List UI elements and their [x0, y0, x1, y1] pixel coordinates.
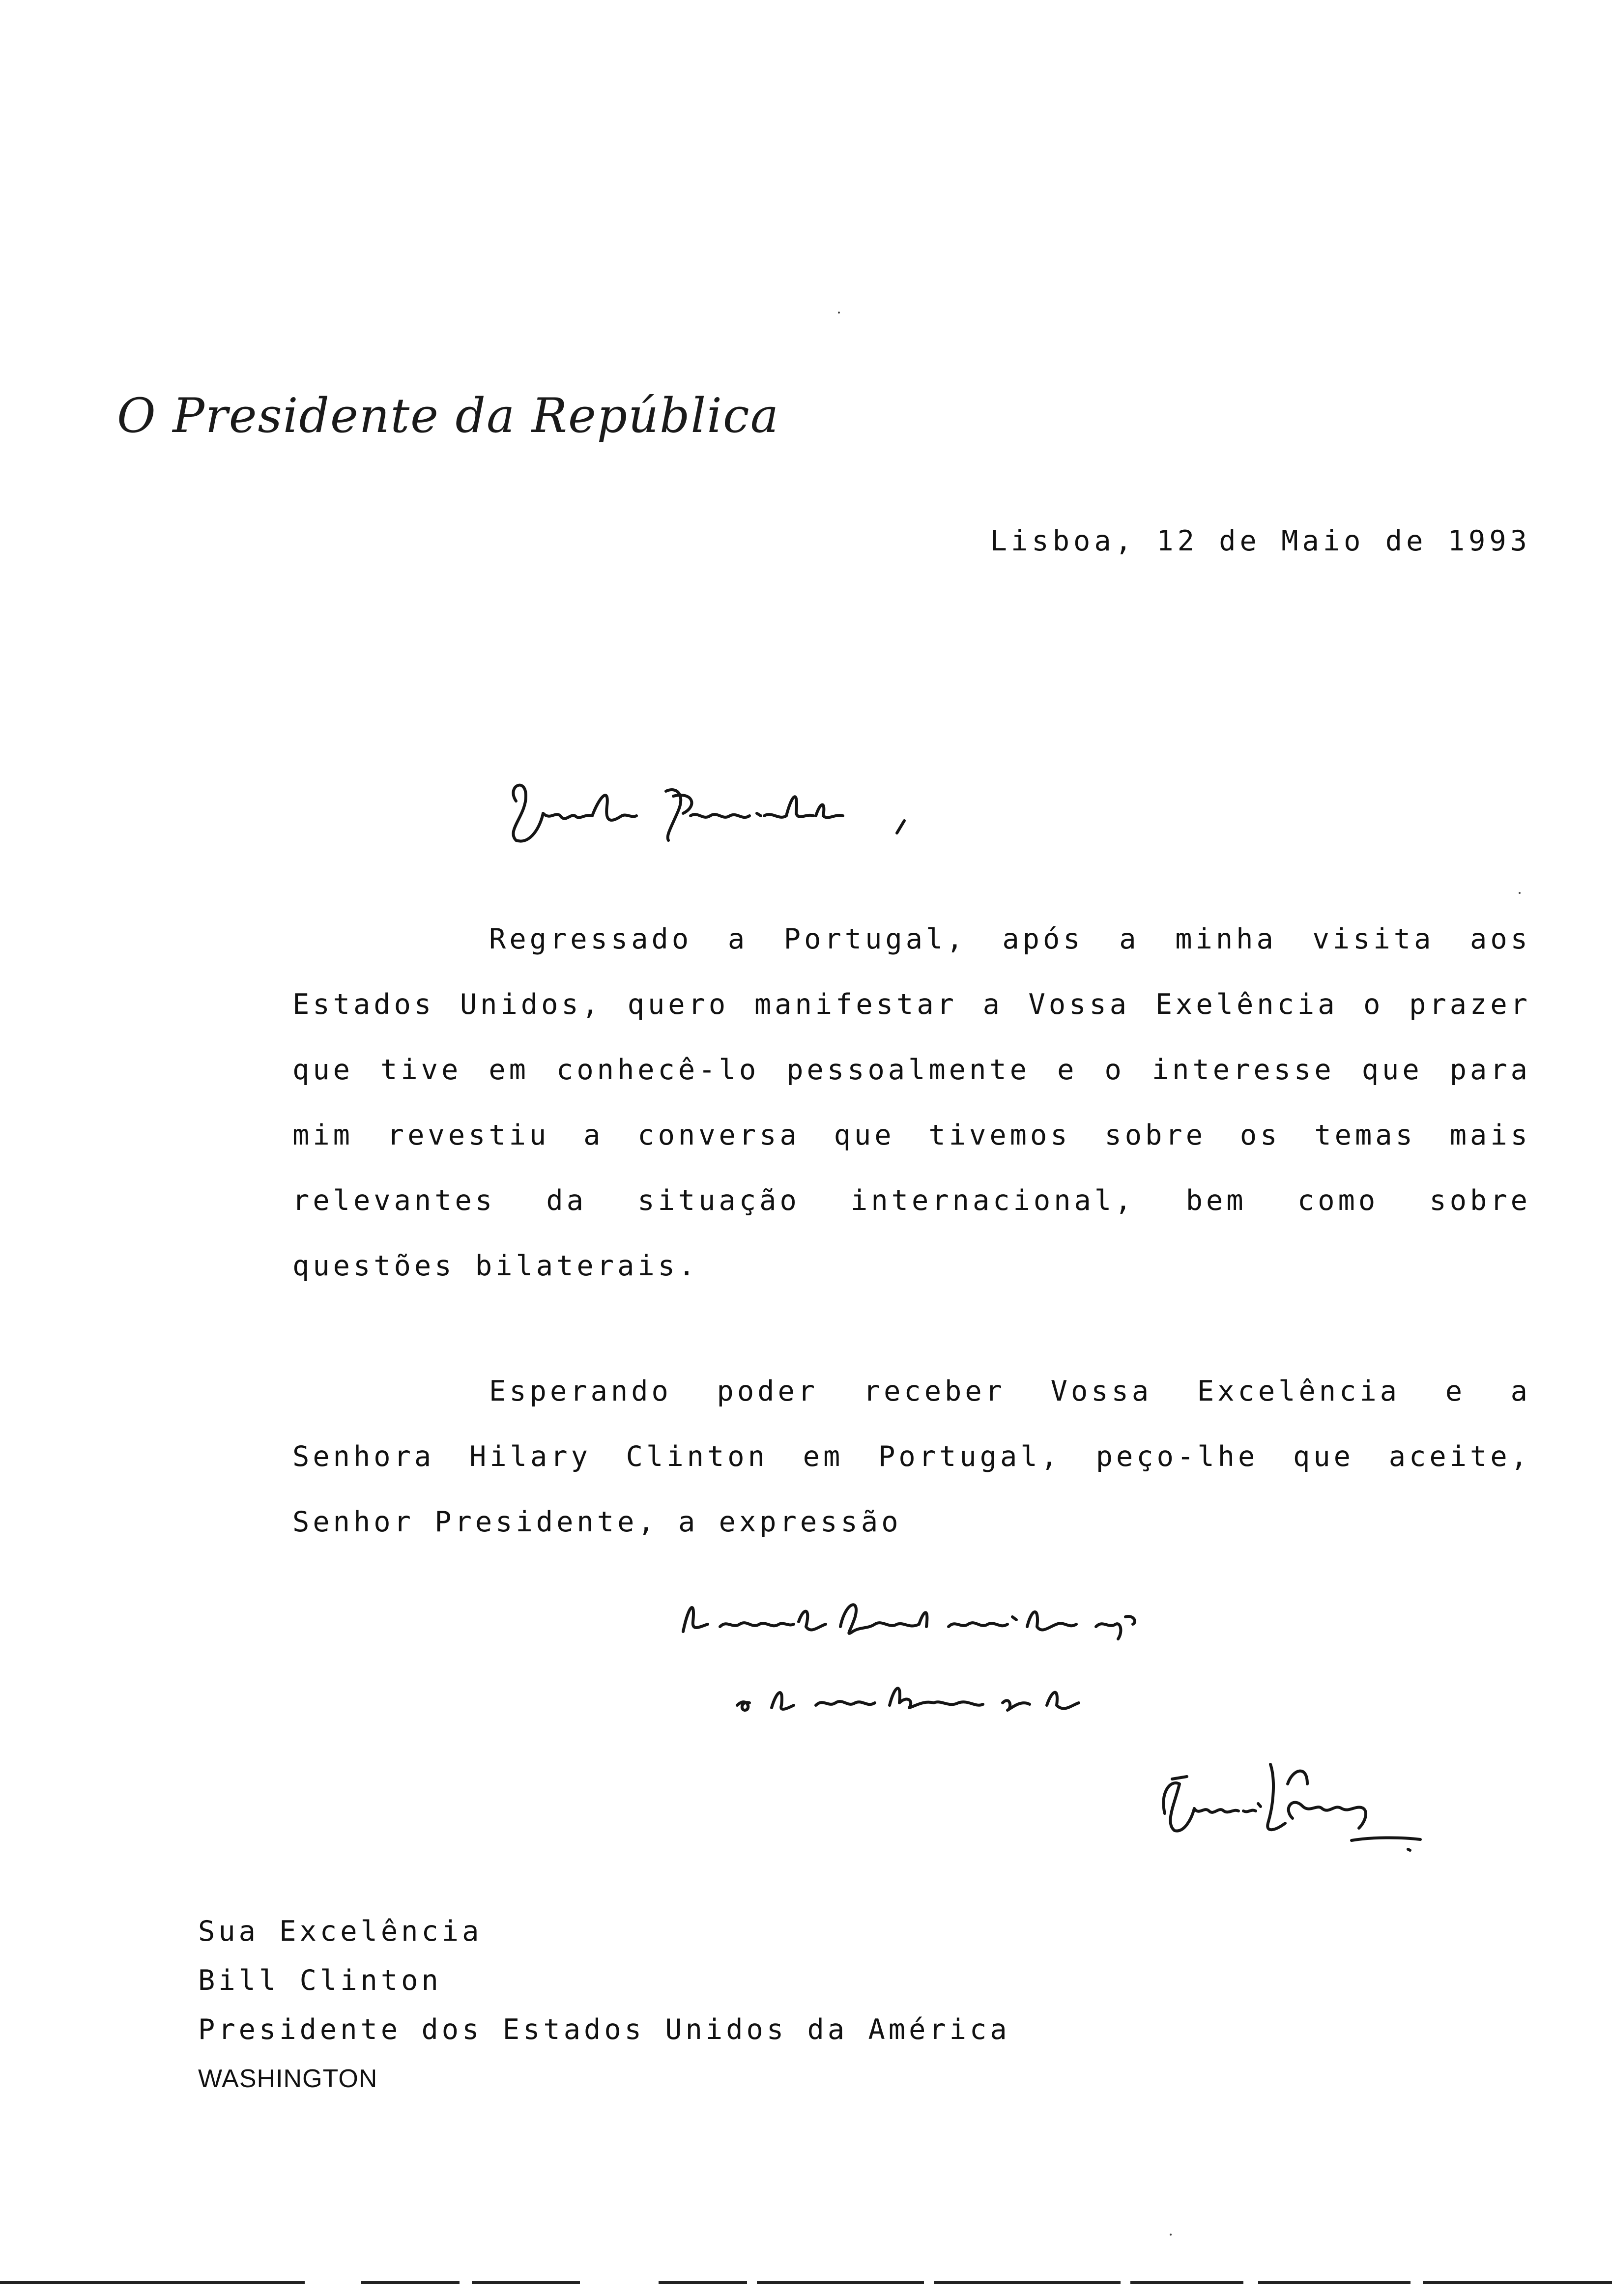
letterhead: O Presidente da República — [117, 388, 779, 443]
addressee-city: WASHINGTON — [198, 2065, 378, 2093]
scan-speck — [1519, 892, 1521, 894]
body-paragraph-1 — [292, 907, 1531, 1299]
addressee-title: Sua Excelência — [198, 1915, 483, 1948]
scan-speck — [1170, 2234, 1172, 2236]
handwritten-salutation — [496, 767, 939, 860]
paragraph-text: Regressado a Portugal, após a minha visita aos Estados Unidos, quero manifestar a Vossa Exelência o prazer que tive em conhecê-lo pessoalmente e o interesse que para mim revestiu a conversa que tivemos sobre os temas mais relevantes da situação internacional, bem como sobre questões bilaterais. — [292, 923, 1531, 1282]
scan-speck — [838, 312, 840, 314]
addressee-block — [198, 1907, 1010, 2103]
paragraph-text: Esperando poder receber Vossa Excelência e a Senhora Hilary Clinton em Portugal, peço-lhe que aceite, Senhor Presidente, a expressão — [292, 1375, 1531, 1538]
handwritten-closing-line-2 — [727, 1666, 1268, 1725]
scan-edge-marks — [0, 2281, 1612, 2285]
handwritten-closing-line-1 — [673, 1587, 1342, 1646]
body-paragraph-2 — [292, 1359, 1531, 1555]
letter-date: Lisboa, 12 de Maio de 1993 — [990, 525, 1531, 557]
signature — [1145, 1750, 1450, 1863]
addressee-position: Presidente dos Estados Unidos da América — [198, 2013, 1010, 2046]
addressee-name: Bill Clinton — [198, 1964, 442, 1997]
